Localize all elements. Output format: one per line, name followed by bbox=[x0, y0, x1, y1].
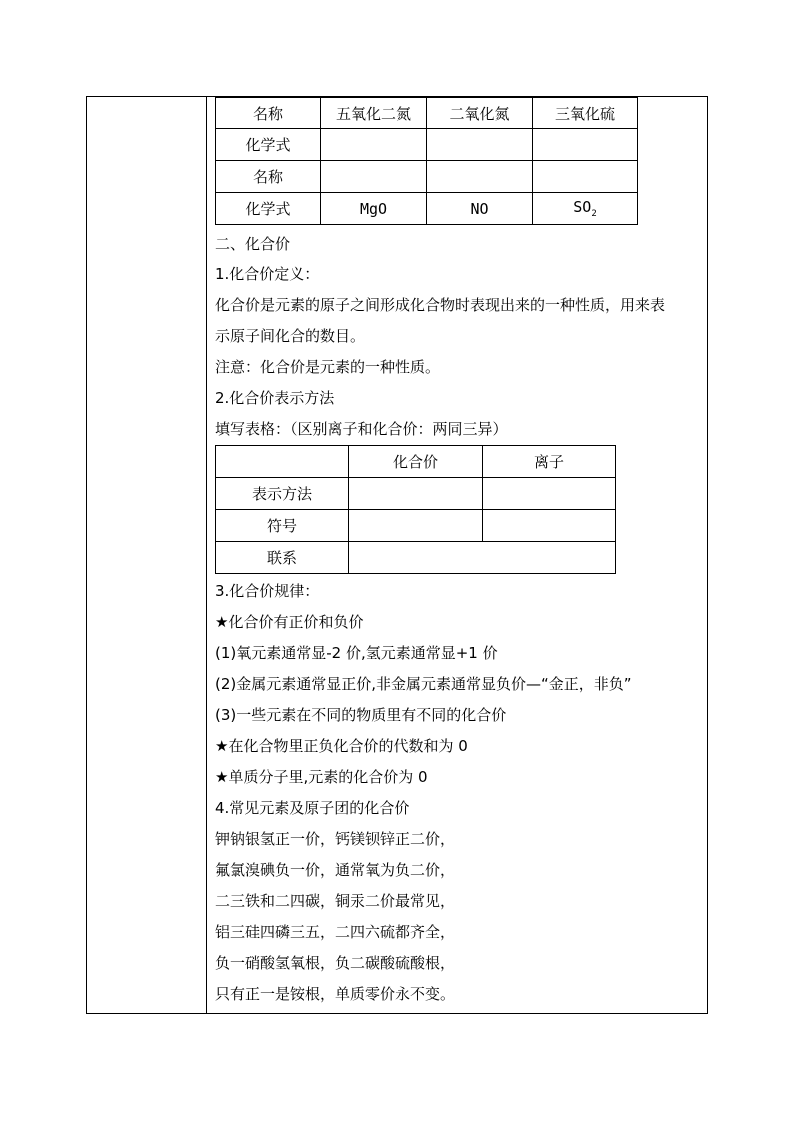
table-cell: 三氧化硫 bbox=[533, 98, 638, 129]
mnemonic-line: 二三铁和二四碳，铜汞二价最常见， bbox=[215, 892, 456, 910]
compound-name-table bbox=[215, 97, 638, 225]
formula-mgo: MgO bbox=[321, 193, 427, 225]
mnemonic-line: 负一硝酸氢氧根，负二碳酸硫酸根， bbox=[215, 954, 456, 972]
table-cell: 五氧化二氮 bbox=[321, 98, 427, 129]
note-line: 注意：化合价是元素的一种性质。 bbox=[215, 358, 441, 376]
table-row bbox=[216, 98, 638, 129]
table-cell: 名称 bbox=[216, 98, 321, 129]
table-row bbox=[216, 161, 638, 193]
table-cell bbox=[321, 129, 427, 161]
mnemonic-line: 只有正一是铵根，单质零价永不变。 bbox=[215, 985, 456, 1003]
definition-line-2: 示原子间化合的数目。 bbox=[215, 327, 366, 345]
item2-title: 2.化合价表示方法 bbox=[215, 389, 335, 407]
table-header-valence: 化合价 bbox=[349, 446, 483, 478]
table-row bbox=[216, 129, 638, 161]
table-row bbox=[216, 478, 616, 510]
rule-3: (3)一些元素在不同的物质里有不同的化合价 bbox=[215, 706, 507, 724]
section-heading: 二、化合价 bbox=[215, 235, 291, 253]
table-row-label: 联系 bbox=[216, 542, 349, 574]
table-header-ion: 离子 bbox=[483, 446, 616, 478]
table-row bbox=[216, 542, 616, 574]
rule-1: (1)氧元素通常显-2 价,氢元素通常显+1 价 bbox=[215, 644, 498, 662]
item1-title: 1.化合价定义： bbox=[215, 265, 320, 283]
mnemonic-line: 铝三硅四磷三五，二四六硫都齐全， bbox=[215, 923, 456, 941]
table-cell: 名称 bbox=[216, 161, 321, 193]
table-cell bbox=[427, 161, 533, 193]
rule-2: (2)金属元素通常显正价,非金属元素通常显负价—“金正，非负” bbox=[215, 675, 632, 693]
table-row-label: 表示方法 bbox=[216, 478, 349, 510]
formula-so2-base: SO bbox=[573, 198, 592, 216]
fill-table-intro: 填写表格：（区别离子和化合价：两同三异） bbox=[215, 420, 508, 438]
table-cell: 二氧化氮 bbox=[427, 98, 533, 129]
table-cell bbox=[533, 129, 638, 161]
table-cell bbox=[349, 478, 483, 510]
table-cell bbox=[427, 129, 533, 161]
table-row-label: 符号 bbox=[216, 510, 349, 542]
table-row bbox=[216, 446, 616, 478]
column-divider bbox=[206, 96, 207, 1014]
formula-so2 bbox=[533, 193, 638, 225]
formula-so2-subscript: 2 bbox=[591, 209, 597, 219]
table-row bbox=[216, 193, 638, 225]
rule-star-1: ★化合价有正价和负价 bbox=[215, 613, 364, 631]
table-cell: 化学式 bbox=[216, 129, 321, 161]
content-column bbox=[215, 97, 705, 1010]
table-cell bbox=[321, 161, 427, 193]
table-cell bbox=[349, 510, 483, 542]
table-cell: 化学式 bbox=[216, 193, 321, 225]
table-cell bbox=[533, 161, 638, 193]
formula-no: NO bbox=[427, 193, 533, 225]
rules-title: 3.化合价规律： bbox=[215, 582, 320, 600]
common-title: 4.常见元素及原子团的化合价 bbox=[215, 799, 410, 817]
rule-star-3: ★单质分子里,元素的化合价为 0 bbox=[215, 768, 428, 786]
table-row bbox=[216, 510, 616, 542]
mnemonic-line: 钾钠银氢正一价，钙镁钡锌正二价， bbox=[215, 830, 456, 848]
table-cell-merged bbox=[349, 542, 616, 574]
definition-line-1: 化合价是元素的原子之间形成化合物时表现出来的一种性质，用来表 bbox=[215, 296, 666, 314]
table-cell bbox=[483, 478, 616, 510]
table-cell bbox=[216, 446, 349, 478]
valence-ion-table bbox=[215, 445, 616, 574]
table-cell bbox=[483, 510, 616, 542]
rule-star-2: ★在化合物里正负化合价的代数和为 0 bbox=[215, 737, 468, 755]
mnemonic-line: 氟氯溴碘负一价，通常氧为负二价， bbox=[215, 861, 456, 879]
